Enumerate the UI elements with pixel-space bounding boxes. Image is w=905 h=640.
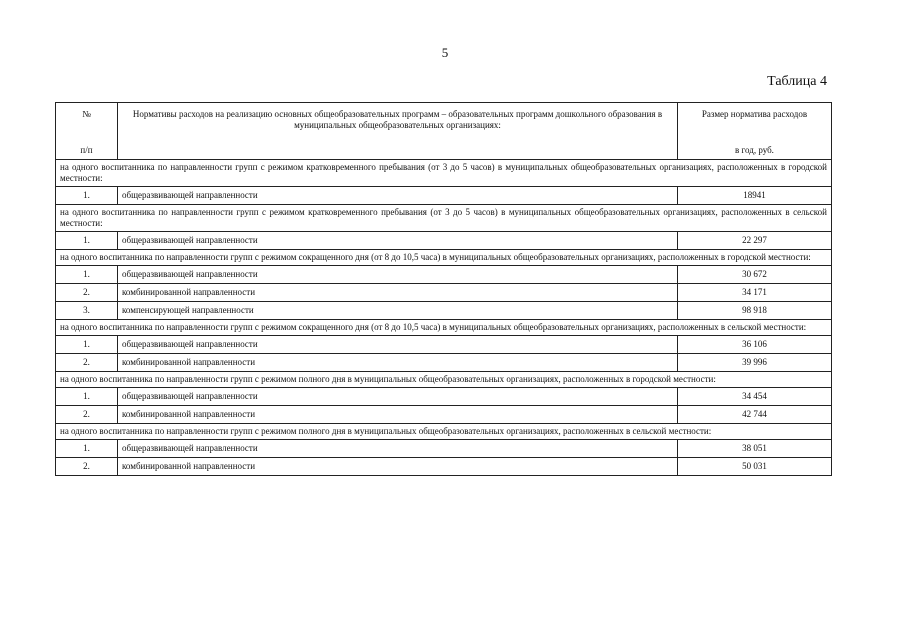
table-row: [56, 440, 832, 458]
table-header-row: [56, 103, 832, 160]
row-number: 3.: [56, 302, 118, 320]
row-name: комбинированной направленности: [118, 284, 678, 302]
row-name: комбинированной направленности: [118, 354, 678, 372]
section-title: на одного воспитанника по направленности групп с режимом кратковременного пребывания (от 3 до 5 часов) в муниципальных общеобразовательных организациях, расположенных в сельской местности:: [56, 205, 832, 232]
row-value: 34 454: [678, 388, 832, 406]
row-value: 98 918: [678, 302, 832, 320]
row-value: 39 996: [678, 354, 832, 372]
table-row: [56, 406, 832, 424]
row-name: компенсирующей направленности: [118, 302, 678, 320]
section-row: [56, 160, 832, 187]
header-unit-label: в год, руб.: [735, 145, 774, 155]
row-number: 1.: [56, 388, 118, 406]
row-name: общеразвивающей направленности: [118, 336, 678, 354]
row-number: 2.: [56, 458, 118, 476]
row-value: 36 106: [678, 336, 832, 354]
table-row: [56, 388, 832, 406]
row-value: 38 051: [678, 440, 832, 458]
table-row: [56, 354, 832, 372]
section-title: на одного воспитанника по направленности групп с режимом полного дня в муниципальных общеобразовательных организациях, расположенных в городской местности:: [56, 372, 832, 388]
table-row: [56, 187, 832, 205]
section-row: [56, 250, 832, 266]
row-number: 1.: [56, 187, 118, 205]
header-size-label: Размер норматива расходов: [701, 109, 808, 119]
table-row: [56, 458, 832, 476]
section-title: на одного воспитанника по направленности групп с режимом кратковременного пребывания (от 3 до 5 часов) в муниципальных общеобразовательных организациях, расположенных в городской местности:: [56, 160, 832, 187]
header-size-cell: [678, 103, 832, 160]
row-name: общеразвивающей направленности: [118, 187, 678, 205]
row-value: 18941: [678, 187, 832, 205]
section-row: [56, 372, 832, 388]
row-value: 22 297: [678, 232, 832, 250]
row-name: комбинированной направленности: [118, 458, 678, 476]
row-value: 34 171: [678, 284, 832, 302]
table-row: [56, 232, 832, 250]
row-name: общеразвивающей направленности: [118, 440, 678, 458]
row-name: общеразвивающей направленности: [118, 266, 678, 284]
row-name: комбинированной направленности: [118, 406, 678, 424]
table-row: [56, 302, 832, 320]
row-number: 1.: [56, 440, 118, 458]
header-pp-label: п/п: [80, 145, 93, 155]
section-title: на одного воспитанника по направленности групп с режимом сокращенного дня (от 8 до 10,5 часа) в муниципальных общеобразовательных организациях, расположенных в сельской местности:: [56, 320, 832, 336]
row-name: общеразвивающей направленности: [118, 232, 678, 250]
row-value: 42 744: [678, 406, 832, 424]
section-title: на одного воспитанника по направленности групп с режимом полного дня в муниципальных общеобразовательных организациях, расположенных в сельской местности:: [56, 424, 832, 440]
section-row: [56, 320, 832, 336]
row-number: 2.: [56, 284, 118, 302]
row-number: 1.: [56, 336, 118, 354]
header-number-cell: [56, 103, 118, 160]
table-row: [56, 266, 832, 284]
row-number: 1.: [56, 232, 118, 250]
row-value: 50 031: [678, 458, 832, 476]
section-row: [56, 424, 832, 440]
row-name: общеразвивающей направленности: [118, 388, 678, 406]
row-value: 30 672: [678, 266, 832, 284]
page-number: 5: [441, 45, 449, 60]
header-title: Нормативы расходов на реализацию основных общеобразовательных программ – образовательных программ дошкольного образования в муниципальных общеобразовательных организациях:: [132, 109, 663, 130]
row-number: 2.: [56, 406, 118, 424]
section-row: [56, 205, 832, 232]
section-title: на одного воспитанника по направленности групп с режимом сокращенного дня (от 8 до 10,5 часа) в муниципальных общеобразовательных организациях, расположенных в городской местности:: [56, 250, 832, 266]
row-number: 1.: [56, 266, 118, 284]
table-row: [56, 336, 832, 354]
norms-table: [55, 102, 832, 476]
header-number-label: №: [82, 109, 91, 119]
header-title-cell: [118, 103, 678, 160]
row-number: 2.: [56, 354, 118, 372]
table-row: [56, 284, 832, 302]
table-caption: Таблица 4: [767, 74, 827, 89]
